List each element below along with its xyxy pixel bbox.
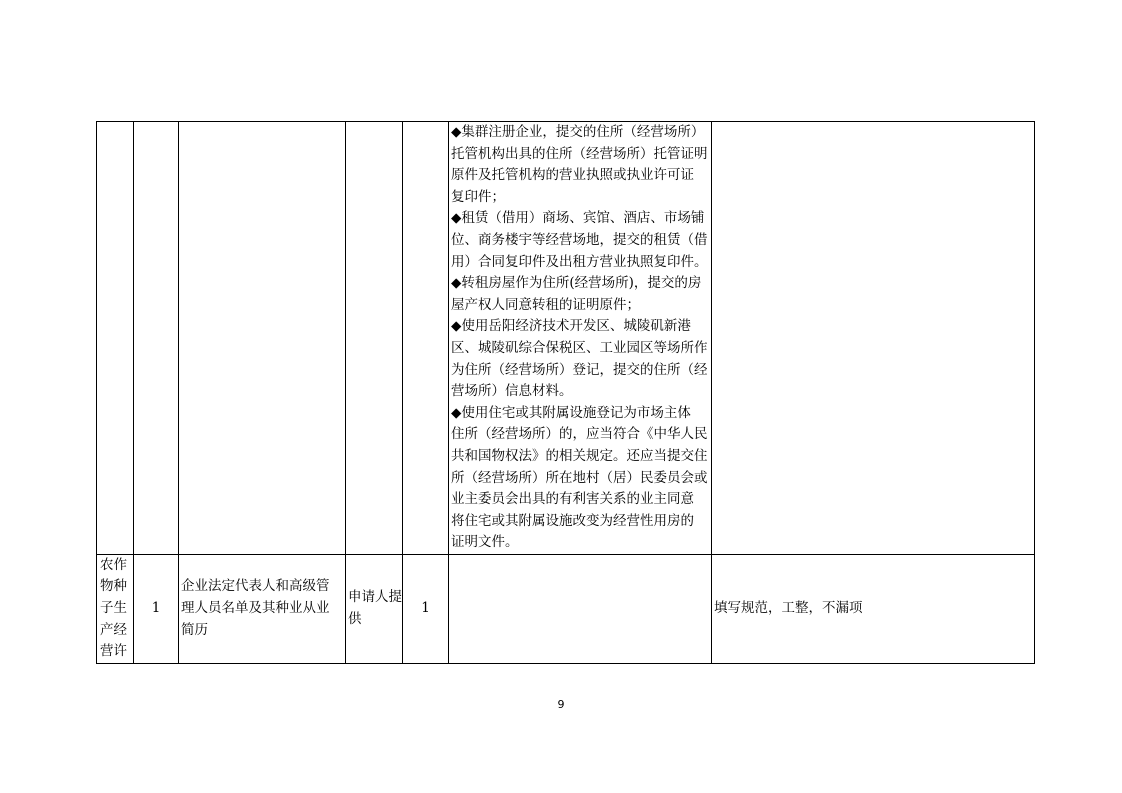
item-type-line: 农作 <box>100 556 127 573</box>
cell-detail <box>449 122 712 555</box>
detail-line: 住所（经营场所）的，应当符合《中华人民 <box>451 426 708 443</box>
detail-line: 证明文件。 <box>451 534 519 551</box>
detail-line: ◆使用岳阳经济技术开发区、城陵矶新港 <box>451 318 691 335</box>
cell-copies: 1 <box>403 554 449 663</box>
cell-requirement: 填写规范，工整，不漏项 <box>712 554 1035 663</box>
detail-line: 所（经营场所）所在地村（居）民委员会或 <box>451 469 708 486</box>
table-row <box>97 554 1035 663</box>
detail-line: 位、商务楼宇等经营场地，提交的租赁（借 <box>451 231 708 248</box>
detail-line: 区、城陵矶综合保税区、工业园区等场所作 <box>451 339 708 356</box>
cell-item-type <box>97 122 134 555</box>
detail-line: 为住所（经营场所）登记，提交的住所（经 <box>451 361 708 378</box>
item-type-line: 产经 <box>100 621 127 638</box>
materials-table <box>96 121 1035 664</box>
source-line: 申请人提 <box>348 589 402 606</box>
source-line: 供 <box>348 610 362 627</box>
item-type-line: 营许 <box>100 643 127 660</box>
name-line: 理人员名单及其种业从业 <box>181 600 330 617</box>
name-line: 企业法定代表人和高级管 <box>181 578 330 595</box>
cell-copies <box>403 122 449 555</box>
detail-line: 托管机构出具的住所（经营场所）托管证明 <box>451 145 708 162</box>
detail-line: 复印件； <box>451 188 505 205</box>
detail-line: ◆租赁（借用）商场、宾馆、酒店、市场铺 <box>451 210 705 227</box>
cell-material-name <box>179 554 346 663</box>
detail-line: 将住宅或其附属设施改变为经营性用房的 <box>451 512 694 529</box>
cell-item-type <box>97 554 134 663</box>
name-line: 简历 <box>181 621 208 638</box>
cell-material-name <box>179 122 346 555</box>
detail-line: ◆转租房屋作为住所(经营场所)，提交的房 <box>451 275 702 292</box>
item-type-line: 子生 <box>100 600 127 617</box>
cell-source <box>346 554 403 663</box>
detail-line: 用）合同复印件及出租方营业执照复印件。 <box>451 253 708 270</box>
cell-index: 1 <box>134 554 179 663</box>
cell-requirement <box>712 122 1035 555</box>
detail-line: 原件及托管机构的营业执照或执业许可证 <box>451 167 694 184</box>
detail-line: ◆使用住宅或其附属设施登记为市场主体 <box>451 404 691 421</box>
item-type-line: 物种 <box>100 578 127 595</box>
detail-line: ◆集群注册企业，提交的住所（经营场所） <box>451 124 705 140</box>
detail-line: 屋产权人同意转租的证明原件； <box>451 296 640 313</box>
detail-line: 共和国物权法》的相关规定。还应当提交住 <box>451 447 708 464</box>
cell-detail <box>449 554 712 663</box>
detail-line: 业主委员会出具的有利害关系的业主同意 <box>451 491 694 508</box>
cell-index <box>134 122 179 555</box>
cell-source <box>346 122 403 555</box>
detail-line: 营场所）信息材料。 <box>451 383 573 400</box>
page-number: 9 <box>557 698 565 711</box>
table-row <box>97 122 1035 555</box>
